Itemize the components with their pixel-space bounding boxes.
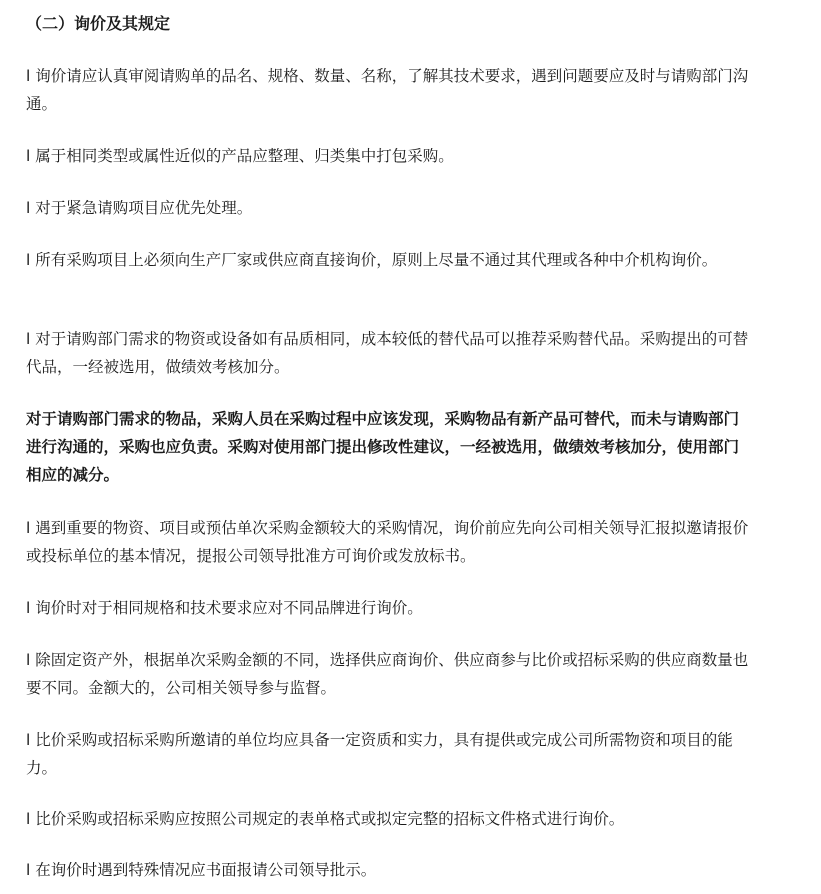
paragraph-new-product-responsibility: 对于请购部门需求的物品，采购人员在采购过程中应该发现，采购物品有新产品可替代，而未与请购部门进行沟通的，采购也应负责。采购对使用部门提出修改性建议，一经被选用，做绩效考核加分，使用部门相应的减分。 [26, 410, 740, 484]
section-heading: （二）询价及其规定 [26, 14, 171, 33]
paragraph-supplier-count: l 除固定资产外，根据单次采购金额的不同，选择供应商询价、供应商参与比价或招标采购的供应商数量也要不同。金额大的，公司相关领导参与监督。 [26, 651, 749, 697]
paragraph-major-purchase-report: l 遇到重要的物资、项目或预估单次采购金额较大的采购情况，询价前应先向公司相关领导汇报拟邀请报价或投标单位的基本情况，提报公司领导批准方可询价或发放标书。 [26, 519, 749, 565]
paragraph-special-cases: l 在询价时遇到特殊情况应书面报请公司领导批示。 [26, 861, 377, 879]
paragraph-form-format: l 比价采购或招标采购应按照公司规定的表单格式或拟定完整的招标文件格式进行询价。 [26, 810, 625, 828]
paragraph-brand-comparison: l 询价时对于相同规格和技术要求应对不同品牌进行询价。 [26, 599, 423, 617]
paragraph-supplier-qualification: l 比价采购或招标采购所邀请的单位均应具备一定资质和实力，具有提供或完成公司所需物资和项目的能力。 [26, 731, 733, 777]
paragraph-substitutes: l 对于请购部门需求的物资或设备如有品质相同，成本较低的替代品可以推荐采购替代品。采购提出的可替代品，一经被选用，做绩效考核加分。 [26, 330, 749, 376]
paragraph-urgent-priority: l 对于紧急请购项目应优先处理。 [26, 199, 253, 217]
paragraph-bundle-purchase: l 属于相同类型或属性近似的产品应整理、归类集中打包采购。 [26, 147, 454, 165]
paragraph-inquiry-review: l 询价请应认真审阅请购单的品名、规格、数量、名称，了解其技术要求，遇到问题要应及时与请购部门沟通。 [26, 67, 749, 113]
paragraph-direct-inquiry: l 所有采购项目上必须向生产厂家或供应商直接询价，原则上尽量不通过其代理或各种中介机构询价。 [26, 251, 718, 269]
